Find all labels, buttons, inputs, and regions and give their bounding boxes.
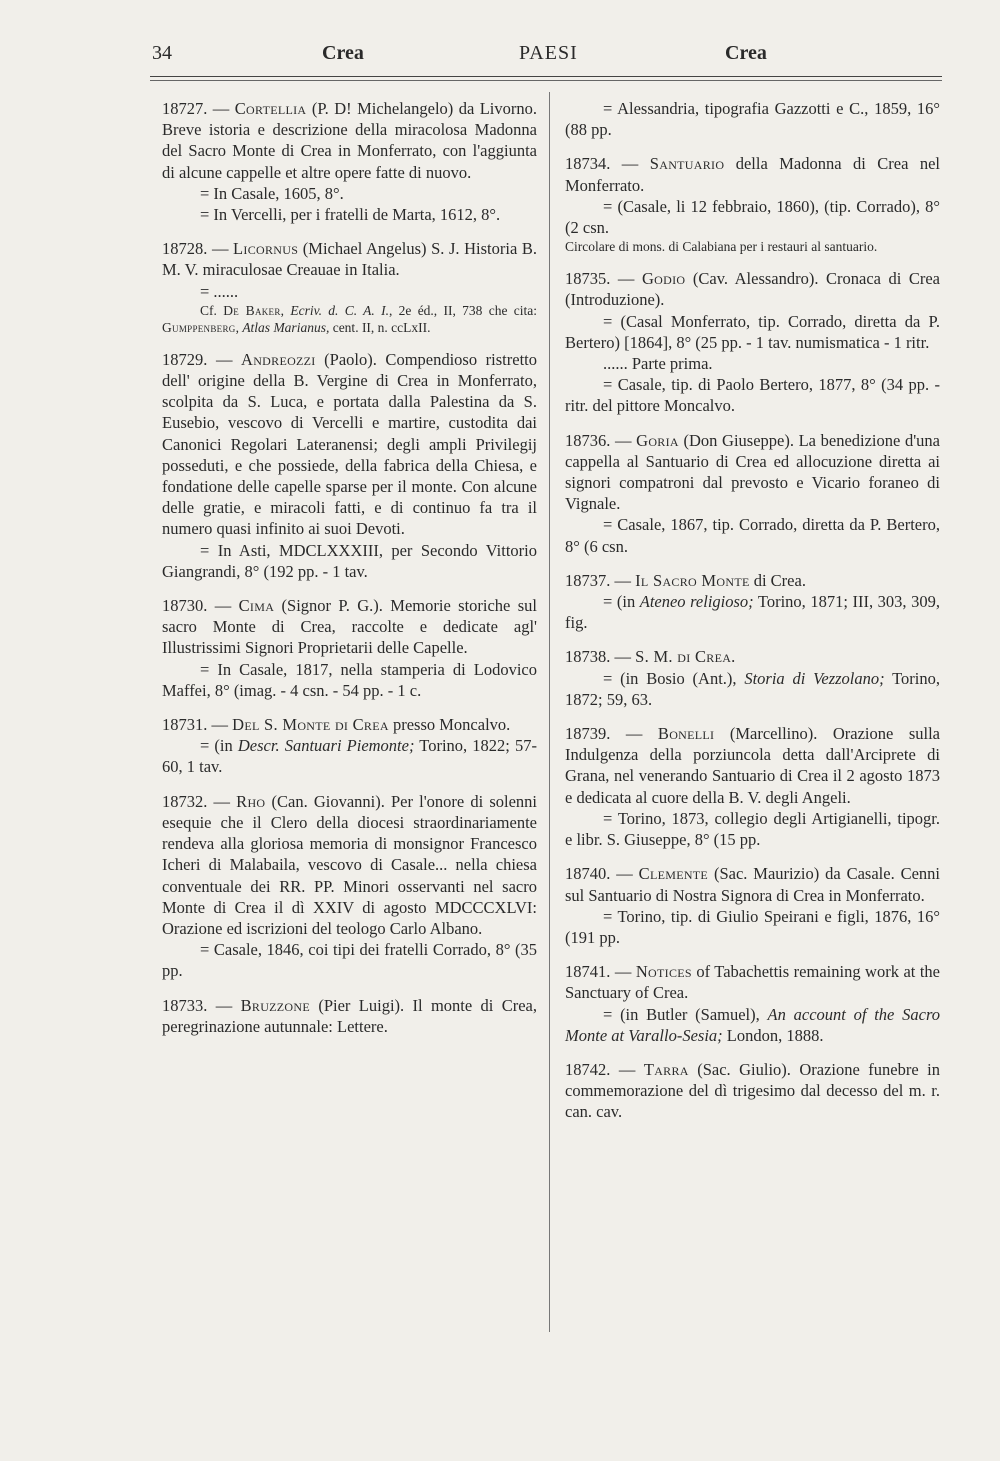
entry-number: 18732. (162, 791, 208, 811)
entry-18732: 18732. — Rho (Can. Giovanni). Per l'onore di solenni esequie che il Clero della diocesi straordinariamente rendeva alla gloriosa memoria di monsignor Francesco Icheri di Malabaila, vescovo di Casale... nella chiesa conventuale dei RR. PP. Minori osservanti nel sacro Monte di Crea il dì XXIV di agosto MDCCCXLVI: Orazione ed iscrizioni del teologo Carlo Albano. = Casale, 1846, coi tipi dei fratelli Corrado, 8° (35 pp. (162, 791, 538, 981)
entry-edition: = In Asti, MDCLXXXIII, per Secondo Vittorio Giangrandi, 8° (192 pp. - 1 tav. (162, 540, 537, 581)
entry-number: 18731. (162, 715, 208, 735)
entry-edition: = In Casale, 1605, 8°. (200, 183, 344, 203)
entry-title: (Don Giuseppe). La benedizione d'una cappella al Santuario di Crea ed allocuzione diretta ai signori compatroni dal prevosto e Vicario foraneo di Vignale. (565, 430, 940, 514)
entry-author: Clemente (638, 864, 709, 884)
entry-title: (Michael Angelus) S. J. Historia B. M. V. miraculosae Creauae in Italia. (162, 239, 537, 280)
entry-edition: = (Casal Monferrato, tip. Corrado, diretta da P. Bertero) [1864], 8° (25 pp. - 1 tav. numismatica - 1 ritr. (565, 311, 940, 352)
entry-number: 18727. (162, 99, 208, 118)
column-divider (549, 92, 550, 1332)
header-rule (150, 76, 942, 77)
entry-title: (Signor P. G.). Memorie storiche sul sacro Monte di Crea, raccolte e dedicate agl' Illustrissimi Signori Proprietarii delle Capelle. (162, 596, 537, 658)
entry-number: 18734. (565, 154, 611, 174)
entry-title: (Cav. Alessandro). Cronaca di Crea (Introduzione). (565, 269, 941, 310)
entry-author: Tarra (643, 1059, 689, 1079)
entry-note: Cf. De Baker, Ecriv. d. C. A. I., 2e éd., II, 738 che cita: Gumppenberg, Atlas Marianus, cent. II, n. ccLxII. (162, 302, 538, 335)
entry-18735: 18735. — Godio (Cav. Alessandro). Cronaca di Crea (Introduzione). = (Casal Monferrato, tip. Corrado, diretta da P. Bertero) [1864], 8° (25 pp. - 1 tav. numismatica - 1 ritr. ...... Parte prima. = Casale, tip. di Paolo Bertero, 1877, 8° (34 pp. - ritr. del pittore Moncalvo. (565, 269, 941, 416)
entry-title: (Can. Giovanni). Per l'onore di solenni esequie che il Clero della diocesi straordinariamente rendeva alla gloriosa memoria di monsignor Francesco Icheri di Malabaila, vescovo di Casale... nella chiesa conventuale dei RR. PP. Minori osservanti nel sacro Monte di Crea il dì XXIV di agosto MDCCCXLVI: Orazione ed iscrizioni del teologo Carlo Albano. (162, 791, 538, 938)
entry-edition: = (in Bosio (Ant.), Storia di Vezzolano; Torino, 1872; 59, 63. (565, 668, 941, 709)
entry-author: Del S. Monte di Crea (232, 715, 389, 735)
right-running-title: Crea (725, 42, 767, 64)
entry-number: 18738. (565, 647, 611, 667)
entry-edition: = In Vercelli, per i fratelli de Marta, 1612, 8°. (200, 205, 501, 225)
page-number: 34 (152, 42, 172, 64)
entry-18728: 18728. — Licornus (Michael Angelus) S. J. Historia B. M. V. miraculosae Creauae in Italia. = ...... Cf. De Baker, Ecriv. d. C. A. I., 2e éd., II, 738 che cita: Gumppenberg, Atlas Marianus, cent. II, n. ccLxII. (162, 239, 538, 335)
entry-number: 18737. (565, 570, 611, 590)
entry-note: Circolare di mons. di Calabiana per i restauri al santuario. (565, 239, 878, 255)
entry-author: Cortellia (234, 99, 307, 118)
entry-title: (Pier Luigi). Il monte di Crea, peregrinazione autunnale: Lettere. (162, 995, 538, 1036)
entry-continuation (565, 98, 940, 140)
entry-number: 18736. (565, 430, 611, 450)
entry-author: S. M. di Crea (635, 647, 732, 667)
entry-title: della Madonna di Crea nel Monferrato. (565, 154, 940, 195)
entry-edition: = Casale, tip. di Paolo Bertero, 1877, 8° (34 pp. - ritr. del pittore Moncalvo. (565, 375, 940, 416)
entry-title: of Tabachettis remaining work at the Sanctuary of Crea. (565, 962, 940, 1003)
entry-18739: 18739. — Bonelli (Marcellino). Orazione sulla Indulgenza della porziuncola detta dall'Arciprete di Grana, nel venerando Santuario di Crea il 2 agosto 1873 e dedicata al cuore della B. V. degli Angeli. = Torino, 1873, collegio degli Artigianelli, tipogr. e libr. S. Giuseppe, 8° (15 pp. (565, 724, 941, 850)
entry-author: Godio (641, 269, 686, 289)
entry-author: Andreozzi (241, 349, 316, 369)
entry-edition: = (in Ateneo religioso; Torino, 1871; III, 303, 309, fig. (565, 592, 940, 633)
entry-author: Goria (636, 430, 679, 450)
entry-edition: = Torino, 1873, collegio degli Artigianelli, tipogr. e libr. S. Giuseppe, 8° (15 pp. (565, 808, 940, 850)
entry-author: Santuario (649, 154, 725, 174)
entry-edition: = ...... (200, 281, 239, 301)
entry-title: (Sac. Giulio). Orazione funebre in commemorazione del dì trigesimo dal decesso del m. r. can. cav. (565, 1059, 940, 1122)
entry-author: Cima (238, 596, 275, 616)
entry-edition: = Torino, tip. di Giulio Speirani e figli, 1876, 16° (191 pp. (565, 906, 940, 947)
section-title: PAESI (519, 42, 578, 64)
entry-18737: 18737. — Il Sacro Monte di Crea. = (in Ateneo religioso; Torino, 1871; III, 303, 309, fig. (565, 570, 940, 633)
entry-title: presso Moncalvo. (388, 715, 511, 735)
left-running-title: Crea (322, 42, 364, 64)
entry-author: Notices (635, 962, 692, 982)
entry-author: Bruzzone (240, 995, 310, 1015)
entry-18729: 18729. — Andreozzi (Paolo). Compendioso ristretto dell' origine della B. Vergine di Crea in Monferrato, scolpita da S. Luca, e portata dalla Palestina da S. Eusebio, vescovo di Vercelli e martire, custodita dai Canonici Regolari Lateranensi; degli ampli Privilegij posseduti, e che possiede, della fabrica della Chiesa, e fondatione delle capelle sparse per il monte. Con alcune delle gratie, e miracoli fatti, e di continuo fa tra il numero quasi infinito ai suoi Devoti. = In Asti, MDCLXXXIII, per Secondo Vittorio Giangrandi, 8° (192 pp. - 1 tav. (162, 349, 537, 581)
entry-number: 18730. (162, 596, 208, 616)
entry-number: 18739. (565, 724, 611, 744)
entry-18730: 18730. — Cima (Signor P. G.). Memorie storiche sul sacro Monte di Crea, raccolte e dedicate agl' Illustrissimi Signori Proprietarii delle Capelle. = In Casale, 1817, nella stamperia di Lodovico Maffei, 8° (imag. - 4 csn. - 54 pp. - 1 c. (162, 596, 537, 700)
entry-author: Il Sacro Monte (635, 570, 750, 590)
header-rule-thin (150, 80, 942, 81)
entry-number: 18742. (565, 1059, 611, 1079)
entry-title: (P. D! Michelangelo) da Livorno. Breve istoria e descrizione della miracolosa Madonna del Sacro Monte di Crea in Monferrato, con l'aggiunta di alcune cappelle et altre opere fatte di nuovo. (162, 99, 538, 182)
entry-number: 18728. (162, 239, 208, 259)
entry-18741: 18741. — Notices of Tabachettis remaining work at the Sanctuary of Crea. = (in Butler (Samuel), An account of the Sacro Monte at Varallo-Sesia; London, 1888. (565, 962, 941, 1045)
left-column (162, 98, 537, 1050)
entry-edition: = Casale, 1846, coi tipi dei fratelli Corrado, 8° (35 pp. (162, 940, 537, 981)
entry-title: (Paolo). Compendioso ristretto dell' origine della B. Vergine di Crea in Monferrato, scolpita da S. Luca, e portata dalla Palestina da S. Eusebio, vescovo di Vercelli e martire, custodita dai Canonici Regolari Lateranensi; degli ampli Privilegij posseduti, e che possiede, della fabrica della Chiesa, e fondatione delle capelle sparse per il monte. Con alcune delle gratie, e miracoli fatti, e di continuo fa tra il numero quasi infinito ai suoi Devoti. (162, 349, 537, 539)
entry-edition: = Casale, 1867, tip. Corrado, diretta da P. Bertero, 8° (6 csn. (565, 515, 940, 556)
entry-edition: = (in Descr. Santuari Piemonte; Torino, 1822; 57-60, 1 tav. (162, 736, 537, 777)
entry-number: 18733. (162, 995, 208, 1015)
entry-edition: = Alessandria, tipografia Gazzotti e C., 1859, 16° (88 pp. (565, 99, 940, 140)
entry-author: Bonelli (657, 724, 715, 744)
entry-18740: 18740. — Clemente (Sac. Maurizio) da Casale. Cenni sul Santuario di Nostra Signora di Crea in Monferrato. = Torino, tip. di Giulio Speirani e figli, 1876, 16° (191 pp. (565, 864, 941, 947)
entry-number: 18735. (565, 269, 611, 289)
entry-18731: 18731. — Del S. Monte di Crea presso Moncalvo. = (in Descr. Santuari Piemonte; Torino, 1822; 57-60, 1 tav. (162, 715, 537, 777)
running-header (150, 42, 940, 70)
entry-number: 18729. (162, 349, 208, 369)
entry-author: Licornus (233, 239, 299, 259)
entry-title: (Marcellino). Orazione sulla Indulgenza della porziuncola detta dall'Arciprete di Grana, nel venerando Santuario di Crea il 2 agosto 1873 e dedicata al cuore della B. V. degli Angeli. (565, 724, 941, 807)
entry-title: (Sac. Maurizio) da Casale. Cenni sul Santuario di Nostra Signora di Crea in Monferrato. (565, 864, 941, 905)
entry-edition: = (Casale, li 12 febbraio, 1860), (tip. Corrado), 8° (2 csn. (565, 196, 940, 238)
entry-18738: 18738. — S. M. di Crea. = (in Bosio (Ant.), Storia di Vezzolano; Torino, 1872; 59, 63. (565, 647, 941, 709)
entry-author: Rho (236, 791, 266, 811)
entry-number: 18740. (565, 864, 611, 884)
right-column (565, 98, 940, 1136)
entry-edition: ...... Parte prima. (603, 354, 713, 374)
entry-18733: 18733. — Bruzzone (Pier Luigi). Il monte di Crea, peregrinazione autunnale: Lettere. (162, 995, 538, 1036)
entry-edition: = (in Butler (Samuel), An account of the Sacro Monte at Varallo-Sesia; London, 1888. (565, 1004, 941, 1045)
entry-title: . (731, 647, 736, 667)
entry-18734: 18734. — Santuario della Madonna di Crea nel Monferrato. = (Casale, li 12 febbraio, 1860), (tip. Corrado), 8° (2 csn. Circolare di mons. di Calabiana per i restauri al santuario. (565, 154, 940, 255)
entry-18736: 18736. — Goria (Don Giuseppe). La benedizione d'una cappella al Santuario di Crea ed allocuzione diretta ai signori compatroni dal prevosto e Vicario foraneo di Vignale. = Casale, 1867, tip. Corrado, diretta da P. Bertero, 8° (6 csn. (565, 430, 940, 556)
entry-title: di Crea. (749, 570, 806, 590)
entry-18742: 18742. — Tarra (Sac. Giulio). Orazione funebre in commemorazione del dì trigesimo dal decesso del m. r. can. cav. (565, 1059, 940, 1122)
entry-edition: = In Casale, 1817, nella stamperia di Lodovico Maffei, 8° (imag. - 4 csn. - 54 pp. - 1 c. (162, 659, 537, 700)
entry-18727: 18727. — Cortellia (P. D! Michelangelo) da Livorno. Breve istoria e descrizione della miracolosa Madonna del Sacro Monte di Crea in Monferrato, con l'aggiunta di alcune cappelle et altre opere fatte di nuovo. = In Casale, 1605, 8°. = In Vercelli, per i fratelli de Marta, 1612, 8°. (162, 99, 538, 225)
entry-number: 18741. (565, 962, 611, 982)
